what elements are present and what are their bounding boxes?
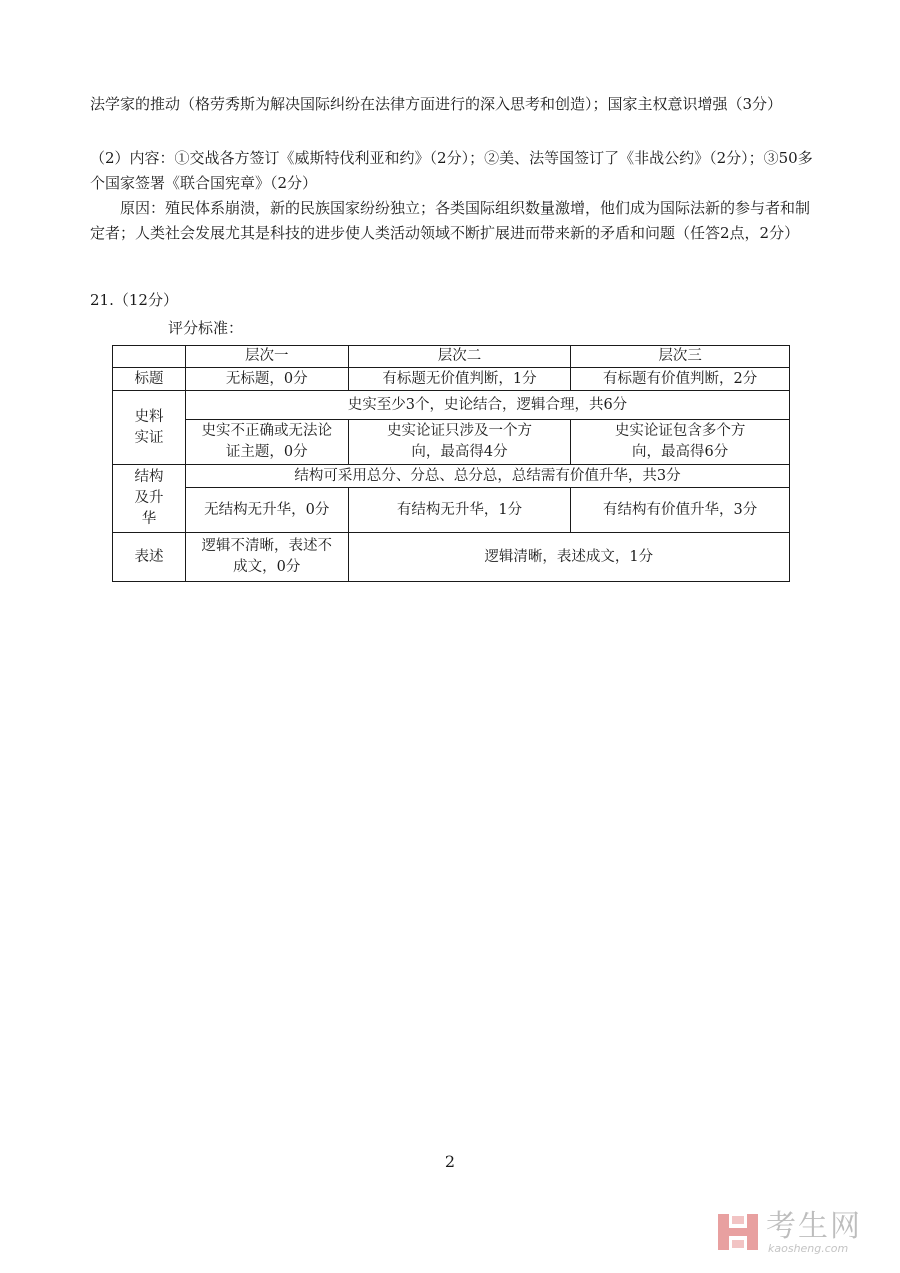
evidence-level-2: 史实论证只涉及一个方向，最高得4分: [348, 420, 571, 465]
header-level-1: 层次一: [185, 346, 348, 368]
title-level-1: 无标题，0分: [185, 368, 348, 391]
title-level-3: 有标题有价值判断，2分: [571, 368, 790, 391]
header-level-3: 层次三: [571, 346, 790, 368]
row-label-title: 标题: [113, 368, 186, 391]
watermark-name: 考生网: [766, 1209, 862, 1244]
table-row-title: [113, 368, 790, 391]
row-label-expression: 表述: [113, 533, 186, 582]
row-label-structure: 结构及升华: [113, 465, 186, 533]
table-row-structure-summary: [113, 465, 790, 488]
watermark-logo: [716, 1210, 881, 1255]
structure-level-1: 无结构无升华，0分: [185, 488, 348, 533]
answer-paragraph-promotion: 法学家的推动（格劳秀斯为解决国际纠纷在法律方面进行的深入思考和创造）；国家主权意识增强（3分）: [90, 95, 783, 113]
rubric-table: [112, 345, 790, 582]
header-level-2: 层次二: [348, 346, 571, 368]
table-row-expression: [113, 533, 790, 582]
table-row-evidence-summary: [113, 391, 790, 420]
structure-level-2: 有结构无升华，1分: [348, 488, 571, 533]
evidence-level-3: 史实论证包含多个方向，最高得6分: [571, 420, 790, 465]
watermark-url: kaosheng.com: [768, 1242, 849, 1255]
header-blank-cell: [113, 346, 186, 368]
row-label-evidence: 史料实证: [113, 391, 186, 465]
rubric-label: 评分标准：: [168, 319, 244, 337]
table-header-row: [113, 346, 790, 368]
structure-level-3: 有结构有价值升华，3分: [571, 488, 790, 533]
page-number: 2: [444, 1152, 456, 1171]
expression-level-1: 逻辑不清晰，表述不成文，0分: [185, 533, 348, 582]
evidence-summary: 史实至少3个，史论结合，逻辑合理，共6分: [185, 391, 789, 420]
evidence-level-1: 史实不正确或无法论证主题，0分: [185, 420, 348, 465]
title-level-2: 有标题无价值判断，1分: [348, 368, 571, 391]
structure-summary: 结构可采用总分、分总、总分总，总结需有价值升华，共3分: [185, 465, 789, 488]
kaosheng-logo-icon: [716, 1210, 760, 1254]
answer-part2-reason: 原因：殖民体系崩溃，新的民族国家纷纷独立；各类国际组织数量激增，他们成为国际法新的参与者和制定者；人类社会发展尤其是科技的进步使人类活动领域不断扩展进而带来新的矛盾和问题（任答2点，2分）: [90, 199, 811, 242]
question-21-label: 21.（12分）: [90, 291, 178, 309]
table-row-evidence-levels: [113, 420, 790, 465]
expression-level-2-3: 逻辑清晰，表述成文，1分: [348, 533, 789, 582]
answer-part2-content: （2）内容：①交战各方签订《威斯特伐利亚和约》（2分）；②美、法等国签订了《非战公约》（2分）；③50多个国家签署《联合国宪章》（2分）: [90, 149, 813, 192]
table-row-structure-levels: [113, 488, 790, 533]
